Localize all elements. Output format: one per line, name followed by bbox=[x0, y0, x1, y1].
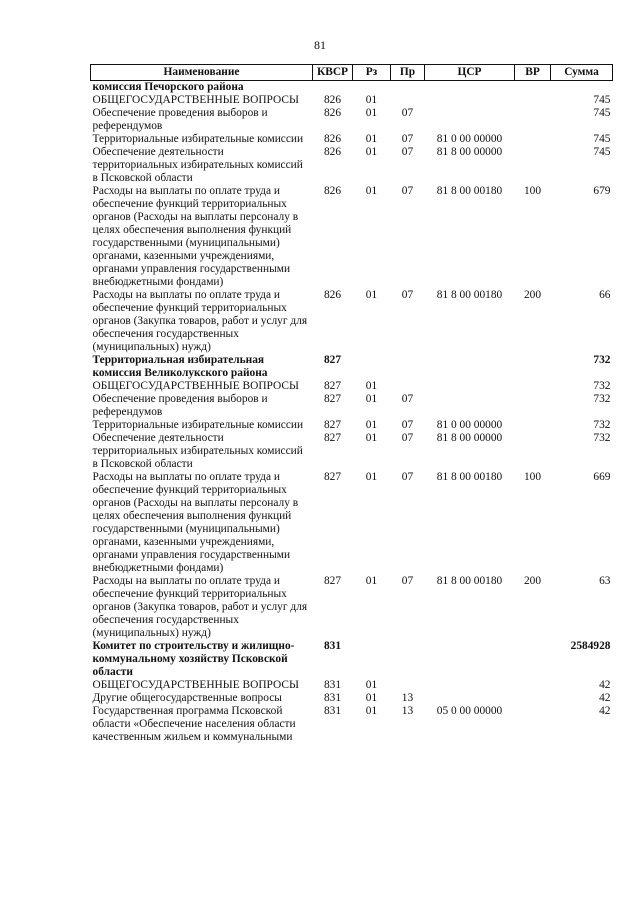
cell-name: Расходы на выплаты по оплате труда и обеспечение функций территориальных органов (Закупка товаров, работ и услуг для обеспечения государственных (муниципальных) нужд) bbox=[92, 289, 308, 353]
cell-sum: 42 bbox=[599, 679, 611, 691]
table-row bbox=[91, 133, 613, 146]
table-row bbox=[91, 380, 613, 393]
cell-vr bbox=[515, 354, 551, 380]
table-row bbox=[91, 185, 613, 289]
cell-sum: 42 bbox=[599, 692, 611, 704]
cell-pr bbox=[391, 81, 425, 95]
cell-rz: 01 bbox=[365, 705, 378, 717]
cell-name: ОБЩЕГОСУДАРСТВЕННЫЕ ВОПРОСЫ bbox=[92, 94, 299, 106]
cell-name: Расходы на выплаты по оплате труда и обеспечение функций территориальных органов (Закупка товаров, работ и услуг для обеспечения государственных (муниципальных) нужд) bbox=[92, 575, 308, 639]
cell-name: Территориальные избирательные комиссии bbox=[92, 419, 304, 431]
budget-table bbox=[90, 64, 613, 744]
cell-pr: 07 bbox=[401, 146, 414, 158]
cell-csr bbox=[425, 640, 515, 679]
cell-csr: 81 8 00 00180 bbox=[436, 289, 503, 301]
cell-rz: 01 bbox=[365, 419, 378, 431]
cell-vr: 200 bbox=[523, 289, 542, 301]
cell-rz: 01 bbox=[365, 107, 378, 119]
cell-name: ОБЩЕГОСУДАРСТВЕННЫЕ ВОПРОСЫ bbox=[92, 380, 299, 392]
cell-pr bbox=[391, 354, 425, 380]
cell-name: ОБЩЕГОСУДАРСТВЕННЫЕ ВОПРОСЫ bbox=[92, 679, 299, 691]
cell-name: Расходы на выплаты по оплате труда и обеспечение функций территориальных органов (Расходы на выплаты персоналу в целях обеспечения выполнения функций государственными (муниципальными) органами, казенными учреждениями, органами управления государственными внебюджетными фондами) bbox=[92, 471, 299, 574]
table-row bbox=[91, 679, 613, 692]
cell-kvsr: 827 bbox=[323, 419, 342, 431]
cell-sum: 745 bbox=[593, 107, 611, 119]
cell-csr: 05 0 00 00000 bbox=[436, 705, 503, 717]
column-header-csr: ЦСР bbox=[425, 65, 515, 81]
cell-sum: 745 bbox=[593, 146, 611, 158]
cell-rz: 01 bbox=[365, 393, 378, 405]
cell-pr bbox=[391, 94, 425, 107]
cell-kvsr: 826 bbox=[323, 146, 342, 158]
cell-csr: 81 8 00 00180 bbox=[436, 575, 503, 587]
cell-kvsr: 826 bbox=[323, 107, 342, 119]
table-row bbox=[91, 289, 613, 354]
cell-csr bbox=[425, 679, 515, 692]
column-header-vr: ВР bbox=[515, 65, 551, 81]
column-header-pr: Пр bbox=[391, 65, 425, 81]
cell-kvsr: 827 bbox=[323, 471, 342, 483]
cell-vr bbox=[515, 432, 551, 471]
cell-sum: 732 bbox=[593, 393, 611, 405]
cell-kvsr: 827 bbox=[323, 575, 342, 587]
cell-name: Обеспечение проведения выборов и референдумов bbox=[92, 107, 268, 132]
table-header-row bbox=[91, 65, 613, 81]
cell-pr: 07 bbox=[401, 432, 414, 444]
cell-pr bbox=[391, 679, 425, 692]
cell-name: Территориальные избирательные комиссии bbox=[92, 133, 304, 145]
cell-kvsr: 827 bbox=[323, 432, 342, 444]
column-header-kvsr: КВСР bbox=[313, 65, 353, 81]
cell-sum: 669 bbox=[593, 471, 611, 483]
cell-kvsr: 827 bbox=[323, 380, 342, 392]
cell-kvsr: 826 bbox=[323, 133, 342, 145]
cell-rz: 01 bbox=[365, 679, 378, 691]
cell-sum bbox=[551, 81, 613, 95]
cell-sum: 732 bbox=[593, 419, 611, 431]
cell-vr bbox=[515, 692, 551, 705]
cell-kvsr: 827 bbox=[323, 354, 342, 366]
cell-vr bbox=[515, 94, 551, 107]
cell-name: Другие общегосударственные вопросы bbox=[92, 692, 282, 704]
cell-kvsr: 831 bbox=[323, 705, 342, 717]
cell-sum: 732 bbox=[593, 354, 611, 366]
cell-sum: 745 bbox=[593, 133, 611, 145]
cell-vr bbox=[515, 705, 551, 744]
table-row bbox=[91, 419, 613, 432]
cell-sum: 2584928 bbox=[570, 640, 611, 652]
cell-csr: 81 8 00 00180 bbox=[436, 185, 503, 197]
cell-vr bbox=[515, 81, 551, 95]
cell-vr bbox=[515, 393, 551, 419]
table-body bbox=[91, 81, 613, 745]
table-row bbox=[91, 94, 613, 107]
cell-vr: 100 bbox=[523, 471, 542, 483]
cell-kvsr: 831 bbox=[323, 679, 342, 691]
cell-pr: 07 bbox=[401, 419, 414, 431]
cell-name: Комитет по строительству и жилищно-коммунальному хозяйству Псковской области bbox=[92, 640, 295, 678]
cell-csr bbox=[425, 107, 515, 133]
cell-name: Расходы на выплаты по оплате труда и обеспечение функций территориальных органов (Расходы на выплаты персоналу в целях обеспечения выполнения функций государственными (муниципальными) органами, казенными учреждениями, органами управления государственными внебюджетными фондами) bbox=[92, 185, 299, 288]
cell-csr bbox=[425, 354, 515, 380]
cell-vr bbox=[515, 107, 551, 133]
cell-pr: 07 bbox=[401, 185, 414, 197]
cell-rz: 01 bbox=[365, 185, 378, 197]
cell-rz: 01 bbox=[365, 94, 378, 106]
cell-sum: 42 bbox=[599, 705, 611, 717]
cell-name: Обеспечение деятельности территориальных избирательных комиссий в Псковской области bbox=[92, 432, 303, 470]
cell-csr bbox=[425, 380, 515, 393]
cell-rz: 01 bbox=[365, 575, 378, 587]
cell-vr: 200 bbox=[523, 575, 542, 587]
table-row bbox=[91, 354, 613, 380]
cell-rz: 01 bbox=[365, 289, 378, 301]
cell-kvsr: 827 bbox=[323, 393, 342, 405]
cell-kvsr: 831 bbox=[323, 692, 342, 704]
cell-kvsr bbox=[313, 81, 353, 95]
table-row bbox=[91, 432, 613, 471]
cell-name: комиссия Печорского района bbox=[92, 81, 244, 93]
cell-name: Государственная программа Псковской области «Обеспечение населения области качественным жильем и коммунальными bbox=[92, 705, 296, 743]
cell-pr: 07 bbox=[401, 393, 414, 405]
cell-csr: 81 8 00 00000 bbox=[436, 146, 503, 158]
cell-rz: 01 bbox=[365, 380, 378, 392]
cell-kvsr: 831 bbox=[323, 640, 342, 652]
table-row bbox=[91, 705, 613, 744]
cell-csr bbox=[425, 81, 515, 95]
table-row bbox=[91, 692, 613, 705]
cell-rz bbox=[353, 81, 391, 95]
cell-pr: 07 bbox=[401, 575, 414, 587]
table-row bbox=[91, 81, 613, 95]
cell-rz: 01 bbox=[365, 692, 378, 704]
cell-kvsr: 826 bbox=[323, 289, 342, 301]
cell-sum: 679 bbox=[593, 185, 611, 197]
table-row bbox=[91, 107, 613, 133]
cell-csr: 81 0 00 00000 bbox=[436, 133, 503, 145]
cell-rz: 01 bbox=[365, 432, 378, 444]
table-row bbox=[91, 575, 613, 640]
cell-rz: 01 bbox=[365, 471, 378, 483]
column-header-name: Наименование bbox=[91, 65, 313, 81]
cell-sum: 745 bbox=[593, 94, 611, 106]
cell-rz: 01 bbox=[365, 133, 378, 145]
cell-vr bbox=[515, 679, 551, 692]
cell-sum: 63 bbox=[599, 575, 611, 587]
page-number: 81 bbox=[314, 38, 326, 52]
cell-csr bbox=[425, 692, 515, 705]
cell-csr: 81 8 00 00180 bbox=[436, 471, 503, 483]
table-row bbox=[91, 640, 613, 679]
cell-pr: 07 bbox=[401, 289, 414, 301]
cell-pr: 07 bbox=[401, 107, 414, 119]
cell-sum: 732 bbox=[593, 432, 611, 444]
cell-sum: 66 bbox=[599, 289, 611, 301]
cell-name: Обеспечение проведения выборов и референдумов bbox=[92, 393, 268, 418]
cell-csr: 81 8 00 00000 bbox=[436, 432, 503, 444]
cell-pr: 07 bbox=[401, 133, 414, 145]
cell-kvsr: 826 bbox=[323, 94, 342, 106]
cell-sum: 732 bbox=[593, 380, 611, 392]
cell-name: Территориальная избирательная комиссия Великолукского района bbox=[92, 354, 268, 379]
cell-vr bbox=[515, 640, 551, 679]
cell-name: Обеспечение деятельности территориальных избирательных комиссий в Псковской области bbox=[92, 146, 303, 184]
cell-vr bbox=[515, 380, 551, 393]
cell-vr bbox=[515, 133, 551, 146]
cell-csr bbox=[425, 94, 515, 107]
cell-pr bbox=[391, 380, 425, 393]
cell-csr: 81 0 00 00000 bbox=[436, 419, 503, 431]
cell-pr: 07 bbox=[401, 471, 414, 483]
cell-csr bbox=[425, 393, 515, 419]
cell-vr bbox=[515, 419, 551, 432]
cell-pr: 13 bbox=[401, 705, 414, 717]
table-row bbox=[91, 471, 613, 575]
column-header-rz: Рз bbox=[353, 65, 391, 81]
column-header-sum: Сумма bbox=[551, 65, 613, 81]
cell-rz: 01 bbox=[365, 146, 378, 158]
table-row bbox=[91, 393, 613, 419]
cell-rz bbox=[353, 354, 391, 380]
cell-vr: 100 bbox=[523, 185, 542, 197]
table-row bbox=[91, 146, 613, 185]
cell-pr bbox=[391, 640, 425, 679]
cell-kvsr: 826 bbox=[323, 185, 342, 197]
cell-rz bbox=[353, 640, 391, 679]
cell-pr: 13 bbox=[401, 692, 414, 704]
cell-vr bbox=[515, 146, 551, 185]
